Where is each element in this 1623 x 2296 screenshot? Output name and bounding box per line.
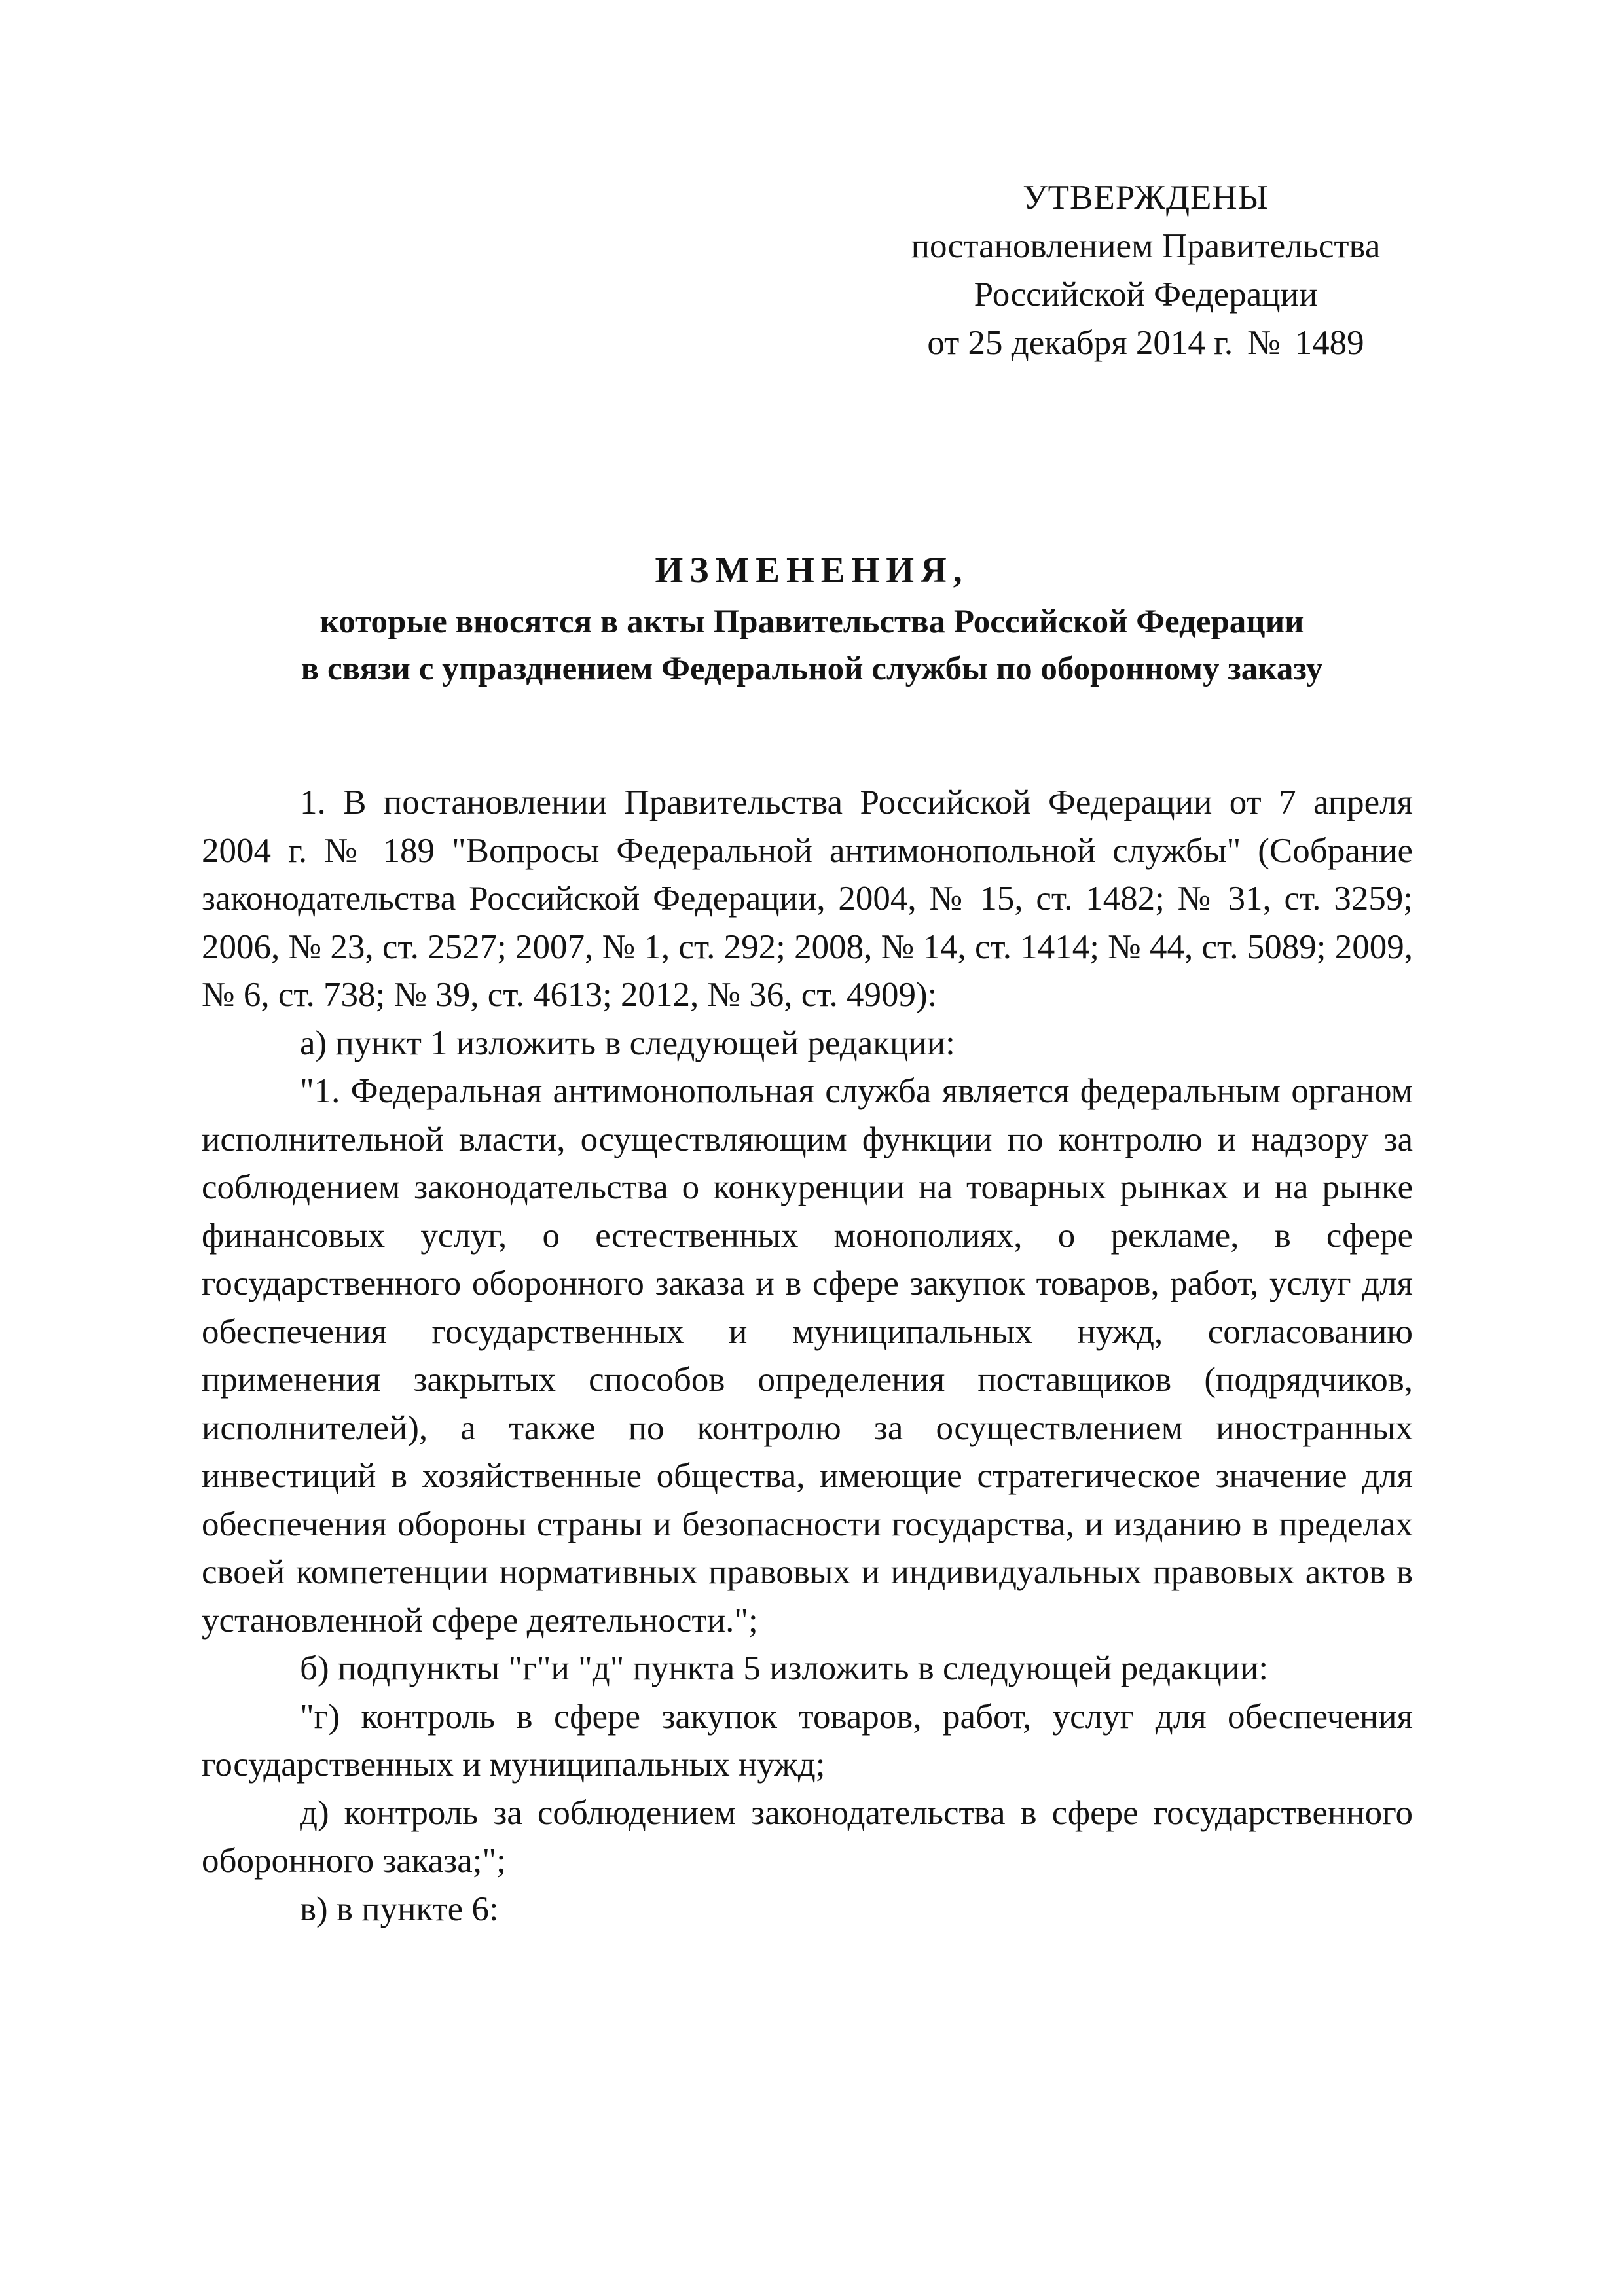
paragraph-item-v: в) в пункте 6: — [300, 1890, 499, 1928]
approval-number: 1489 — [1294, 324, 1364, 362]
approval-date-line — [877, 319, 1414, 367]
paragraph-quoted-point-1: "1. Федеральная антимонопольная служба является федеральным органом исполнительной власти, осуществляющим функции по контролю и надзору за соблюдением законодательства о конкуренции на товарных рынках и на рынке финансовых услуг, о естественных монополиях, о рекламе, в сфере государственного оборонного заказа и в сфере закупок товаров, работ, услуг для обеспечения государственных и муниципальных нужд, согласованию применения закрытых способов определения поставщиков (подрядчиков, исполнителей), а также по контролю за осуществлением иностранных инвестиций в хозяйственные общества, имеющие стратегическое значение для обеспечения обороны страны и безопасности государства, и изданию в пределах своей компетенции нормативных правовых и индивидуальных правовых актов в установленной сфере деятельности."; — [202, 1072, 1413, 1640]
approval-number-sign: № — [1247, 324, 1281, 362]
document-title — [196, 542, 1427, 692]
paragraph-subitem-g: "г) контроль в сфере закупок товаров, работ, услуг для обеспечения государственных и муниципальных нужд; — [202, 1697, 1413, 1784]
paragraph-1: 1. В постановлении Правительства Российской Федерации от 7 апреля 2004 г. № 189 "Вопросы Федеральной антимонопольной службы" (Собрание законодательства Российской Федерации, 2004, № 15, ст. 1482; № 31, ст. 3259; 2006, № 23, ст. 2527; 2007, № 1, ст. 292; 2008, № 14, ст. 1414; № 44, ст. 5089; 2009, № 6, ст. 738; № 39, ст. 4613; 2012, № 36, ст. 4909): — [202, 783, 1413, 1014]
title-subtitle-line-2: в связи с упразднением Федеральной службы по оборонному заказу — [301, 651, 1323, 687]
paragraph-item-a: а) пункт 1 изложить в следующей редакции: — [300, 1024, 955, 1062]
approval-date: от 25 декабря 2014 г. — [927, 324, 1233, 362]
approval-status: УТВЕРЖДЕНЫ — [1023, 179, 1269, 217]
document-body — [202, 779, 1413, 1933]
title-heading: ИЗМЕНЕНИЯ, — [655, 550, 969, 590]
paragraph-item-b: б) подпункты "г"и "д" пункта 5 изложить в следующей редакции: — [300, 1649, 1269, 1687]
approval-block — [877, 173, 1414, 367]
paragraph-subitem-d: д) контроль за соблюдением законодательства в сфере государственного оборонного заказа;"; — [202, 1793, 1413, 1880]
approval-by-line-1: постановлением Правительства — [911, 227, 1381, 265]
approval-by-line-2: Российской Федерации — [974, 276, 1318, 314]
title-subtitle-line-1: которые вносятся в акты Правительства Российской Федерации — [319, 603, 1304, 640]
